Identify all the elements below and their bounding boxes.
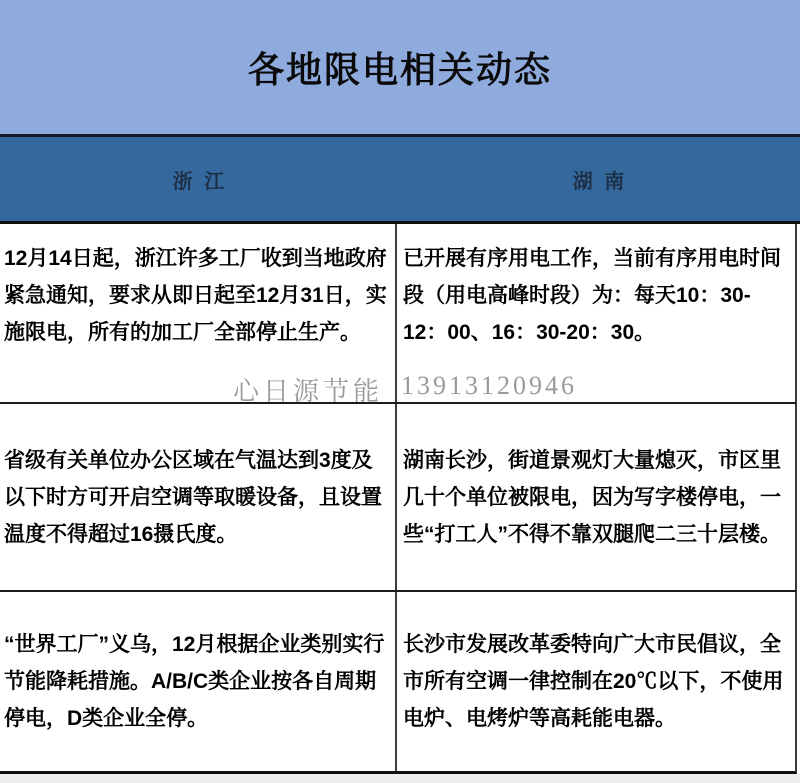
column-header-hunan: 湖 南 (572, 170, 628, 193)
watermark-phone-number: 13913120946 (401, 371, 577, 400)
cell-zhejiang-row1: 12月14日起，浙江许多工厂收到当地政府紧急通知，要求从即日起至12月31日，实施限电，所有的加工厂全部停止生产。 (0, 224, 397, 402)
table-row (0, 224, 797, 404)
cell-hunan-row2: 湖南长沙，街道景观灯大量熄灭，市区里几十个单位被限电，因为写字楼停电，一些“打工人”不得不靠双腿爬二三十层楼。 (403, 448, 781, 546)
title-banner (0, 0, 800, 137)
table-header-row (0, 137, 800, 224)
table-row (0, 404, 797, 592)
table-row (0, 592, 797, 774)
cell-zhejiang-row3: “世界工厂”义乌，12月根据企业类别实行节能降耗措施。A/B/C类企业按各自周期停电，D类企业全停。 (0, 592, 397, 771)
column-header-zhejiang: 浙 江 (172, 170, 228, 193)
page-title: 各地限电相关动态 (247, 48, 552, 90)
cell-hunan-row1: 已开展有序用电工作，当前有序用电时间段（用电高峰时段）为：每天10：30-12：00、16：30-20：30。 (403, 247, 781, 344)
cell-hunan-row3: 长沙市发展改革委特向广大市民倡议，全市所有空调一律控制在20℃以下，不使用电炉、电烤炉等高耗能电器。 (403, 633, 784, 730)
watermark-company-name: 心日源节能 (232, 377, 383, 406)
bottom-strip (0, 774, 800, 783)
cell-zhejiang-row2: 省级有关单位办公区域在气温达到3度及以下时方可开启空调等取暖设备，且设置温度不得超过16摄氏度。 (0, 404, 397, 590)
